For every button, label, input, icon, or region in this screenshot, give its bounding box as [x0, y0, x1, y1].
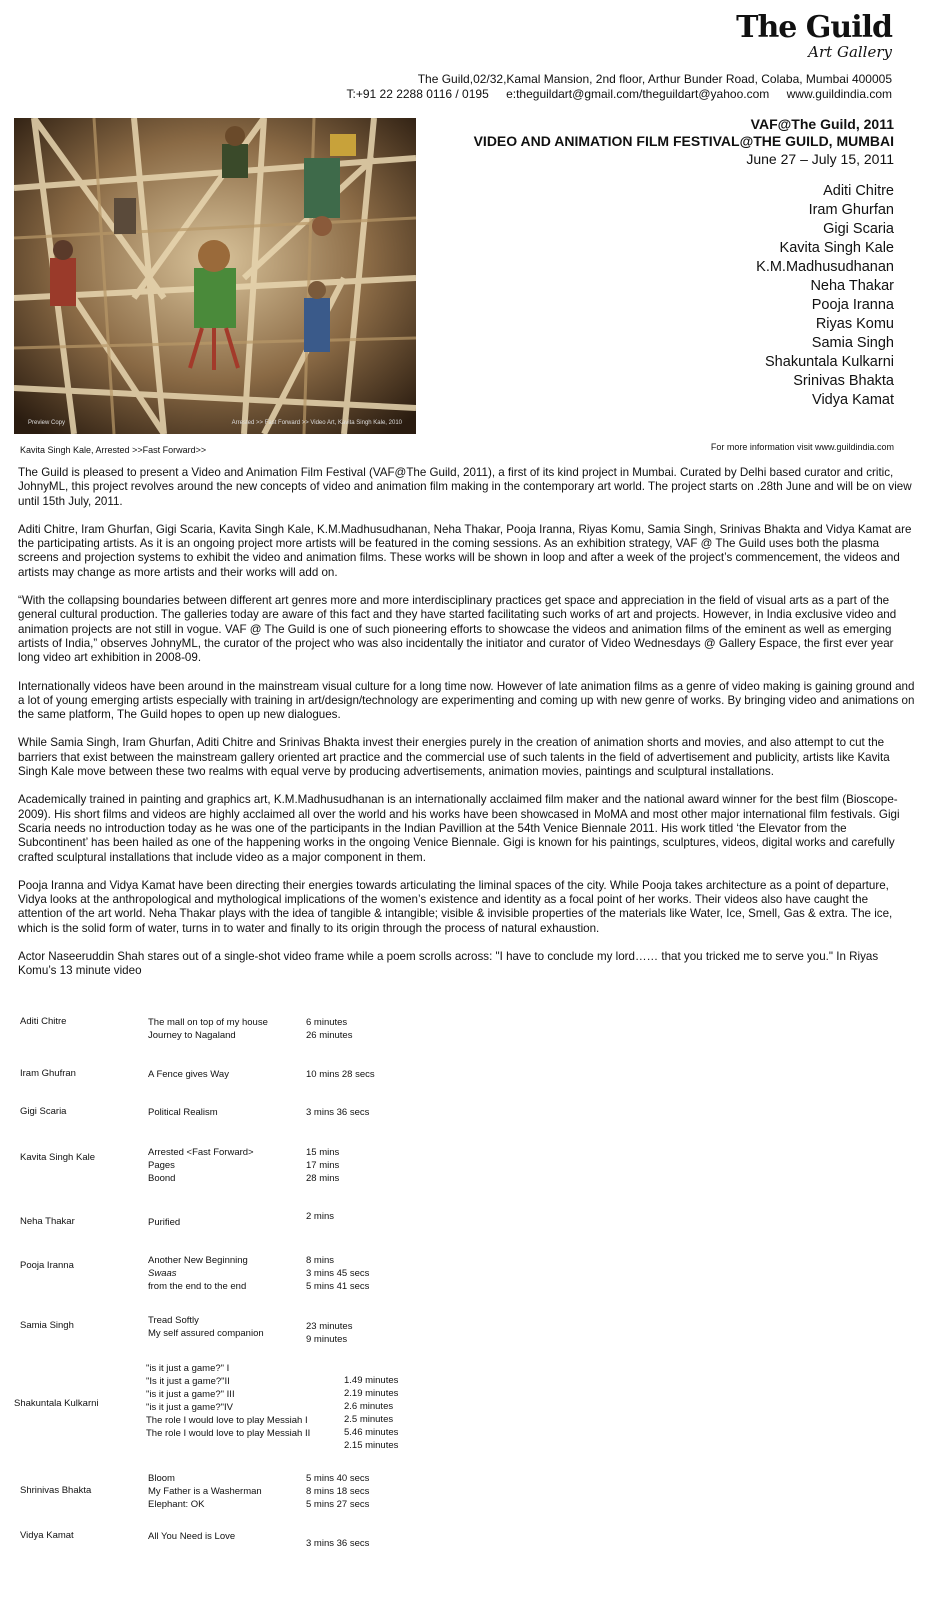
festival-subtitle: VIDEO AND ANIMATION FILM FESTIVAL@THE GUILD, MUMBAI: [473, 133, 894, 149]
artist-name: Srinivas Bhakta: [793, 373, 894, 389]
artist-name: Iram Ghurfan: [808, 202, 894, 218]
work-durations: [344, 1374, 398, 1452]
artist-name: Neha Thakar: [810, 278, 894, 294]
work-durations: [306, 1016, 352, 1042]
work-durations: [306, 1537, 369, 1550]
work-titles: [148, 1146, 254, 1185]
work-titles: [148, 1530, 235, 1543]
work-durations: [306, 1106, 369, 1119]
work-title: My Father is a Washerman: [148, 1486, 262, 1497]
work-artist: Neha Thakar: [20, 1216, 75, 1227]
work-duration: 15 mins: [306, 1147, 340, 1158]
paragraph: Internationally videos have been around in the mainstream visual culture for a long time now. However of late animation films as a genre of video making is gaining ground and a lot of young emerging artists especially with training in art/design/technology are experimenting and coming up with new genre of works. By bringing video and animations on the same platform, The Guild hopes to open up new dialogues.: [18, 679, 915, 722]
work-duration: 5.46 minutes: [344, 1427, 399, 1438]
artist-name: Pooja Iranna: [811, 297, 894, 313]
paragraph: Actor Naseeruddin Shah stares out of a single-shot video frame while a poem scrolls across: "I have to conclude my lord…… that you tricked me to serve you." In Riyas Komu’s 13 minute video: [18, 950, 879, 978]
logo-title: The Guild: [736, 10, 892, 45]
work-duration: 5 mins 40 secs: [306, 1473, 370, 1484]
more-info-link[interactable]: For more information visit www.guildindia.com: [710, 442, 894, 452]
work-title: A Fence gives Way: [148, 1069, 229, 1080]
work-title: The role I would love to play Messiah II: [146, 1428, 311, 1439]
gallery-address: [333, 72, 893, 102]
work-title: Elephant: OK: [148, 1499, 205, 1510]
paragraph: While Samia Singh, Iram Ghurfan, Aditi Chitre and Srinivas Bhakta invest their energies purely in the creation of animation shorts and movies, and also attempt to cut the barriers that exist between the mainstream gallery oriented art practice and the commercial use of such talents in the field of advertisement and publicity, artists like Kavita Singh Kale move between these two realms with equal verve by producing advertisements, animation movies, paintings and sculptural installations.: [18, 736, 890, 779]
artist-name: Aditi Chitre: [823, 183, 894, 199]
gallery-logo: [736, 12, 892, 60]
address-line: The Guild,02/32,Kamal Mansion, 2nd floor, Arthur Bunder Road, Colaba, Mumbai 400005: [417, 72, 892, 86]
work-durations: [306, 1320, 352, 1346]
work-title: "Is it just a game?"II: [146, 1376, 230, 1387]
logo-subtitle: Art Gallery: [808, 43, 892, 61]
paragraph: “With the collapsing boundaries between different art genres more and more interdisciplinary practices get space and appreciation in the field of visual arts as a part of the general cultural production. The galleries today are aware of this fact and they have started facilitating such works of art and projects. However, in India exclusive video and animation projects are not still in vogue. VAF @ The Guild is one of such pioneering efforts to showcase the videos and animation films of the eminent as well as emerging artists of India,” observes JohnyML, the curator of the project who was also incidentally the initiator and curator of Video Wednesdays @ Gallery Espace, the first ever year long video art exhibition in 2008-09.: [18, 594, 897, 665]
work-title: Pages: [148, 1160, 175, 1171]
image-caption: Kavita Singh Kale, Arrested >>Fast Forward>>: [20, 445, 207, 455]
work-duration: 26 minutes: [306, 1030, 353, 1041]
work-artist: Shrinivas Bhakta: [20, 1485, 92, 1496]
work-title: Boond: [148, 1173, 176, 1184]
work-duration: 2 mins: [306, 1211, 334, 1222]
paragraph: Aditi Chitre, Iram Ghurfan, Gigi Scaria, Kavita Singh Kale, K.M.Madhusudhanan, Neha Thakar, Pooja Iranna, Riyas Komu, Samia Singh, Srinivas Bhakta and Vidya Kamat are the participating artists. As it is an ongoing project more artists will be featured in the coming sessions. As an exhibition strategy, VAF @ The Guild uses both the plasma screens and projection systems to exhibit the video and animation films. These works will be shown in loop and after a week of the project’s commencement, the videos and artists may change as more artists and their works will add on.: [18, 522, 912, 579]
work-title: The mall on top of my house: [148, 1017, 268, 1028]
work-title: from the end to the end: [148, 1281, 247, 1292]
work-artist: Gigi Scaria: [20, 1106, 67, 1117]
photo-label-left: Preview Copy: [28, 420, 66, 426]
work-durations: [306, 1210, 334, 1223]
work-duration: 17 mins: [306, 1160, 340, 1171]
work-duration: 3 mins 36 secs: [306, 1538, 370, 1549]
work-title: Purified: [148, 1217, 181, 1228]
work-duration: 5 mins 27 secs: [306, 1499, 370, 1510]
work-title: Swaas: [148, 1268, 177, 1279]
work-durations: [306, 1146, 339, 1185]
work-duration: 28 mins: [306, 1173, 340, 1184]
contact-line: [333, 87, 893, 102]
work-duration: 3 mins 45 secs: [306, 1268, 370, 1279]
work-duration: 6 minutes: [306, 1017, 348, 1028]
work-artist: Iram Ghufran: [20, 1068, 76, 1079]
work-artist: Shakuntala Kulkarni: [14, 1398, 99, 1409]
artist-name: Riyas Komu: [815, 316, 894, 332]
work-title: Bloom: [148, 1473, 175, 1484]
work-titles: [148, 1068, 229, 1081]
artist-name: Samia Singh: [811, 335, 894, 351]
work-durations: [306, 1254, 369, 1293]
website-link[interactable]: www.guildindia.com: [786, 87, 892, 101]
work-duration: 8 mins: [306, 1255, 334, 1266]
festival-dates: June 27 – July 15, 2011: [746, 151, 894, 167]
photo-label-right: Arrested >> Fast Forward >> Video Art, Kavita Singh Kale, 2010: [231, 420, 402, 426]
work-duration: 3 mins 36 secs: [306, 1107, 370, 1118]
phone-number: T:+91 22 2288 0116 / 0195: [346, 87, 489, 101]
work-title: The role I would love to play Messiah I: [146, 1415, 308, 1426]
work-duration: 2.15 minutes: [344, 1440, 399, 1451]
work-title: "is it just a game?" I: [146, 1363, 230, 1374]
work-duration: 9 minutes: [306, 1334, 348, 1345]
paragraph: Pooja Iranna and Vidya Kamat have been directing their energies towards articulating the liminal spaces of the city. While Pooja takes architecture as a point of departure, Vidya looks at the anthropological and mythological implications of the women’s existence and identity as a focal point of her works. Their videos also have caught the attention of the art world. Neha Thakar plays with the idea of tangible & intangible; visible & invisible properties of the materials like Water, Ice, Smell, Gas & extra. The ice, which is the solid form of water, turns in to water and finally to its origin through the process of natural exhaustion.: [18, 878, 893, 935]
work-duration: 1.49 minutes: [344, 1375, 399, 1386]
work-title: All You Need is Love: [148, 1531, 236, 1542]
paragraph: Academically trained in painting and graphics art, K.M.Madhusudhanan is an internationally acclaimed film maker and the national award winner for the best film (Bioscope- 2009). His short films and videos are highly acclaimed all over the world and his works have been showcased in MoMA and most other major international film festivals. Gigi Scaria needs no introduction today as he was one of the participants in the Indian Pavillion at the 54th Venice Biennale 2011. His work titled ‘the Elevator from the Subcontinent’ has been hailed as one of the happening works in the ongoing Venice Biennale. Gigi is known for his paintings, sculptures, videos, digital works and carefully crafted sculptural installations that include video as a major component in them.: [18, 793, 900, 864]
work-title: My self assured companion: [148, 1328, 264, 1339]
work-duration: 23 minutes: [306, 1321, 353, 1332]
artwork-illustration: [14, 118, 416, 434]
work-title: Political Realism: [148, 1107, 218, 1118]
work-titles: [148, 1016, 268, 1042]
work-titles: [146, 1362, 310, 1440]
paragraph: The Guild is pleased to present a Video and Animation Film Festival (VAF@The Guild, 2011), a first of its kind project in Mumbai. Curated by Delhi based curator and critic, JohnyML, this project revolves around the new concepts of video and animation film making in the contemporary art world. The project starts on .28th June and will be on view until 15th July, 2011.: [18, 466, 912, 508]
festival-title: VAF@The Guild, 2011: [750, 116, 894, 132]
artwork-image: [14, 118, 416, 434]
work-title: "is it just a game?"IV: [146, 1402, 234, 1413]
work-duration: 10 mins 28 secs: [306, 1069, 375, 1080]
artist-name: K.M.Madhusudhanan: [756, 259, 894, 275]
work-titles: [148, 1216, 180, 1229]
work-artist: Vidya Kamat: [20, 1530, 74, 1541]
work-durations: [306, 1068, 375, 1081]
work-artist: Pooja Iranna: [20, 1260, 74, 1271]
work-title: "is it just a game?" III: [146, 1389, 235, 1400]
work-title: Arrested <Fast Forward>: [148, 1147, 254, 1158]
work-titles: [148, 1472, 262, 1511]
press-release-body: [18, 466, 915, 993]
work-artist: Samia Singh: [20, 1320, 74, 1331]
work-titles: [148, 1106, 218, 1119]
work-title: Tread Softly: [148, 1315, 199, 1326]
artist-list: [474, 182, 894, 410]
artist-name: Vidya Kamat: [812, 392, 894, 408]
work-titles: [148, 1314, 264, 1340]
email-address: e:theguildart@gmail.com/theguildart@yahoo.com: [506, 87, 770, 101]
work-title: Another New Beginning: [148, 1255, 248, 1266]
artist-name: Shakuntala Kulkarni: [765, 354, 894, 370]
work-duration: 2.5 minutes: [344, 1414, 394, 1425]
work-duration: 2.6 minutes: [344, 1401, 394, 1412]
artist-name: Gigi Scaria: [823, 221, 894, 237]
festival-info: [474, 116, 894, 410]
work-titles: [148, 1254, 248, 1293]
work-duration: 8 mins 18 secs: [306, 1486, 370, 1497]
work-duration: 2.19 minutes: [344, 1388, 399, 1399]
work-durations: [306, 1472, 369, 1511]
work-title: Journey to Nagaland: [148, 1030, 236, 1041]
work-duration: 5 mins 41 secs: [306, 1281, 370, 1292]
artist-name: Kavita Singh Kale: [779, 240, 894, 256]
work-artist: Aditi Chitre: [20, 1016, 67, 1027]
work-artist: Kavita Singh Kale: [20, 1152, 95, 1163]
